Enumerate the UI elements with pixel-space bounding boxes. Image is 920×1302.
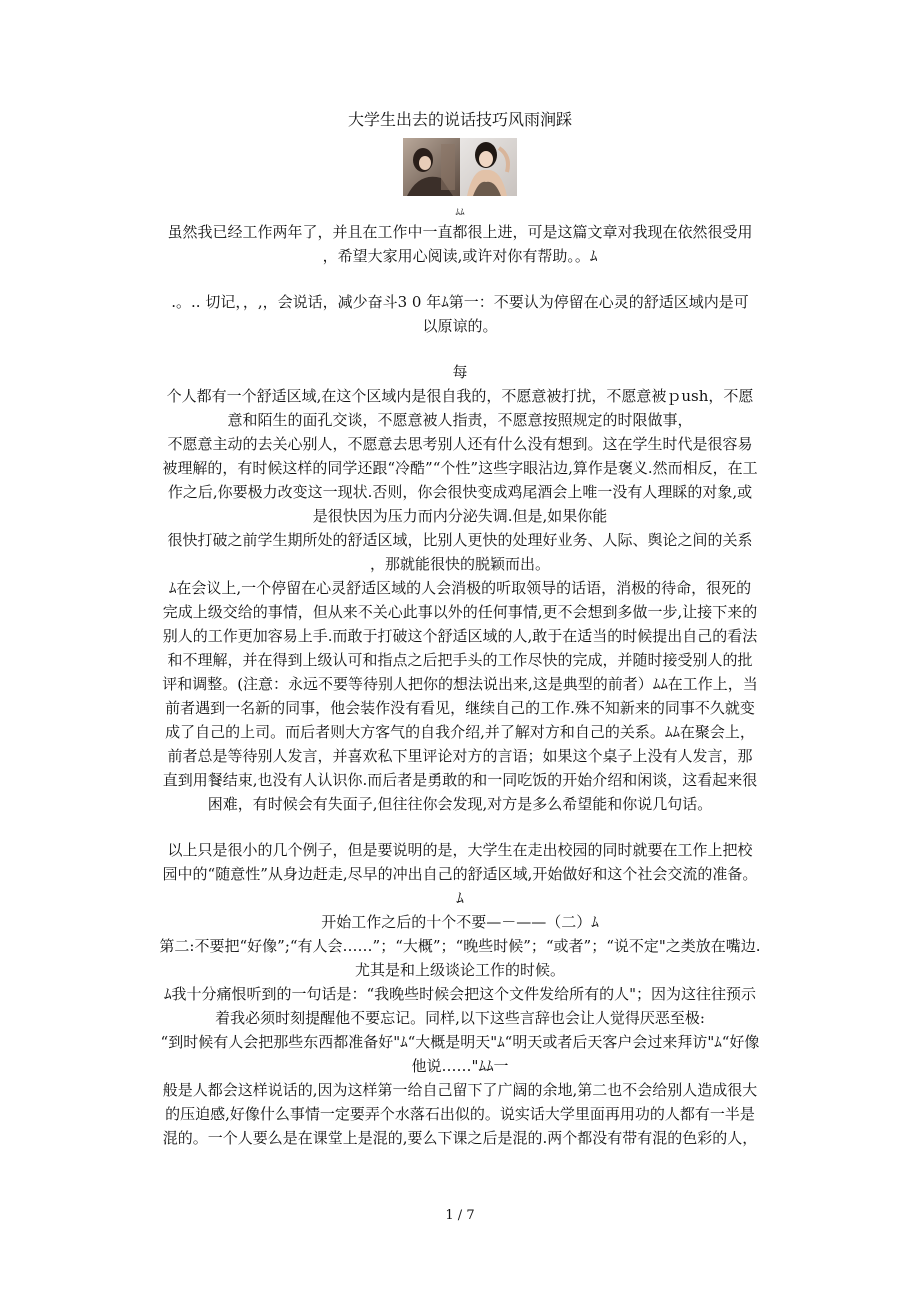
text-line: 前者遇到一名新的同事，他会装作没有看见，继续自己的工作.殊不知新来的同事不久就变 <box>165 699 755 717</box>
text-line: 不愿意主动的去关心别人，不愿意去思考别人还有什么没有想到。这在学生时代是很容易 <box>167 435 753 453</box>
text-line: 意和陌生的面孔交谈，不愿意被人指责，不愿意按照规定的时限做事， <box>227 411 693 429</box>
text-line: 以上只是很小的几个例子，但是要说明的是，大学生在走出校园的同时就要在工作上把校 <box>167 841 753 859</box>
text-line: 混的。一个人要么是在课堂上是混的,要么下课之后是混的.两个都没有带有混的色彩的人， <box>162 1129 758 1147</box>
text-line: 困难，有时候会有失面子,但往往你会发现,对方是多么希望能和你说几句话。 <box>207 795 713 813</box>
text-line: 作之后,你要极力改变这一现状.否则，你会很快变成鸡尾酒会上唯一没有人理睬的对象,或 <box>167 483 753 501</box>
text-line: 是很快因为压力而内分泌失调.但是,如果你能 <box>312 507 608 525</box>
text-line: 般是人都会这样说话的,因为这样第一给自己留下了广阔的余地,第二也不会给别人造成很大 <box>162 1081 758 1099</box>
text-line: 的压迫感,好像什么事情一定要弄个水落石出似的。说实话大学里面再用功的人都有一半是 <box>165 1105 755 1123</box>
text-line: 完成上级交给的事情，但从来不关心此事以外的任何事情,更不会想到多做一步,让接下来的 <box>162 603 758 621</box>
text-line: 个人都有一个舒适区域,在这个区域内是很自我的，不愿意被打扰，不愿意被ｐush，不愿 <box>166 387 754 405</box>
document-title: 大学生出去的说话技巧风雨涧踩 <box>347 110 572 129</box>
text-line: ，希望大家用心阅读,或许对你有帮助。。ﾑ <box>322 247 598 265</box>
text-line: 每 <box>452 363 468 381</box>
text-line: 和不理解，并在得到上级认可和指点之后把手头的工作尽快的完成，并随时接受别人的批 <box>167 651 753 669</box>
text-line: “到时候有人会把那些东西都准备好"ﾑ“大概是明天"ﾑ“明天或者后天客户会过来拜访"ﾑ“好像 <box>160 1033 760 1051</box>
text-line: 虽然我已经工作两年了，并且在工作中一直都很上进，可是这篇文章对我现在依然很受用 <box>167 223 753 241</box>
text-line: 前者总是等待别人发言，并喜欢私下里评论对方的言语；如果这个桌子上没有人发言，那 <box>167 747 753 765</box>
text-line: 直到用餐结束,也没有人认识你.而后者是勇敢的和一同吃饭的开始介绍和闲谈，这看起来很 <box>162 771 758 789</box>
text-line: ﾑ我十分痛恨听到的一句话是：“我晚些时候会把这个文件发给所有的人"；因为这往往预示 <box>163 985 757 1003</box>
text-line: 被理解的，有时候这样的同学还跟“冷酷”“个性”这些字眼沾边,算作是褒义.然而相反，在工 <box>162 459 758 477</box>
photo-container <box>140 138 780 196</box>
header-photo <box>403 138 517 196</box>
text-line: ，那就能很快的脱颖而出。 <box>369 555 550 573</box>
section-marker: ﾑﾑ <box>455 208 465 218</box>
text-line: 很快打破之前学生期所处的舒适区域，比别人更快的处理好业务、人际、舆论之间的关系 <box>167 531 753 549</box>
text-line: 着我必须时刻提醒他不要忘记。同样,以下这些言辞也会让人觉得厌恶至极: <box>215 1009 705 1027</box>
text-line: 第二:不要把“好像”;“有人会……”；“大概”；“晚些时候”；“或者”；“说不定"之类放在嘴边. <box>159 937 761 955</box>
text-line: 尤其是和上级谈论工作的时候。 <box>354 961 565 979</box>
section-heading: 开始工作之后的十个不要—－——（二）ﾑ <box>321 913 599 931</box>
text-line: 成了自己的上司。而后者则大方客气的自我介绍,并了解对方和自己的关系。ﾑﾑ在聚会上， <box>165 723 755 741</box>
text-line: 以原谅的。 <box>422 317 498 335</box>
text-line: 园中的“随意性”从身边赶走,尽早的冲出自己的舒适区域,开始做好和这个社会交流的准备。 <box>162 865 758 883</box>
text-line: 评和调整。(注意：永远不要等待别人把你的想法说出来,这是典型的前者）ﾑﾑ在工作上，当 <box>162 675 758 693</box>
text-line: 别人的工作更加容易上手.而敢于打破这个舒适区域的人,敢于在适当的时候提出自己的看法 <box>162 627 758 645</box>
text-line: ﾑ <box>456 889 464 907</box>
page-number: 1 / 7 <box>445 1208 475 1223</box>
document-page <box>140 108 780 1150</box>
text-line: 他说……"ﾑﾑ一 <box>411 1057 509 1075</box>
text-line: ﾑ在会议上,一个停留在心灵舒适区域的人会消极的听取领导的话语，消极的待命，很死的 <box>168 579 752 597</box>
text-line: .。.. 切记，，,，会说话，减少奋斗3 0 年ﾑ第一：不要认为停留在心灵的舒适区域内是可 <box>171 293 749 311</box>
